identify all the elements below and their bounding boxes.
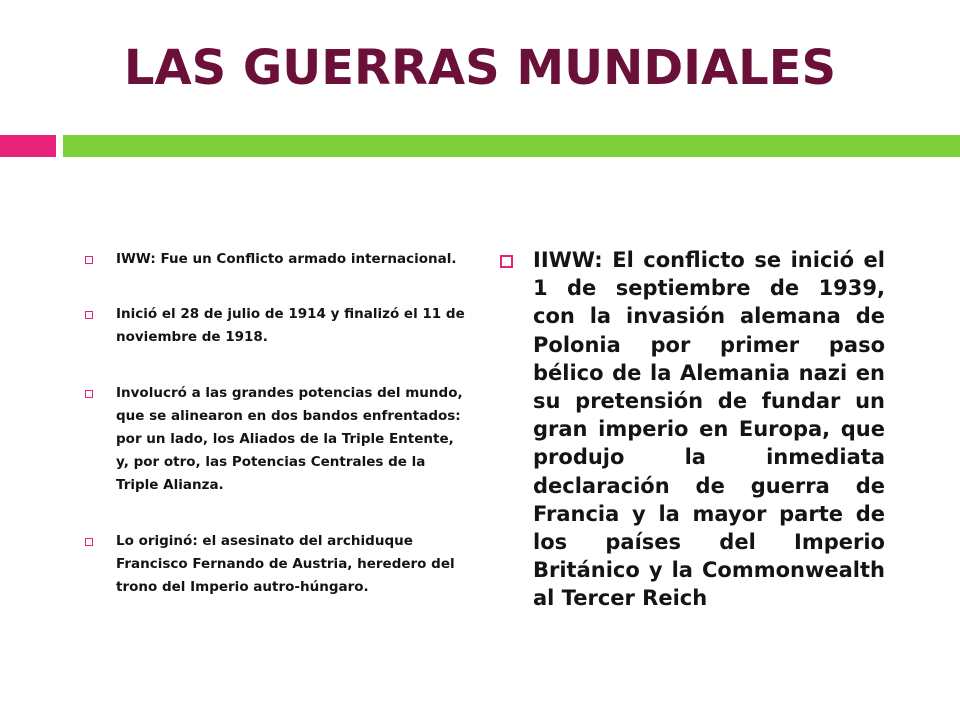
list-item-text: IWW: Fue un Conflicto armado internacional. — [116, 251, 457, 267]
list-item-text: IIWW: El conflicto se inició el 1 de septiembre de 1939, con la invasión alemana de Polonia por primer paso bélico de la Alemania nazi en su pretensión de fundar un gran imperio en Europa, que produjo la inmediata declaración de guerra de Francia y la mayor parte de los países del Imperio Británico y la Commonwealth al Tercer Reich — [533, 248, 885, 611]
list-item — [497, 246, 885, 613]
list-item — [80, 530, 465, 599]
slide-title: LAS GUERRAS MUNDIALES — [123, 40, 837, 96]
right-bullet-list — [497, 246, 885, 613]
list-item — [80, 248, 465, 271]
accent-bar-pink — [0, 135, 56, 157]
accent-bar-green — [63, 135, 960, 157]
list-item-text: Inició el 28 de julio de 1914 y finalizó el 11 de noviembre de 1918. — [116, 306, 465, 345]
square-bullet-icon — [500, 255, 513, 268]
square-bullet-icon — [85, 390, 93, 398]
square-bullet-icon — [85, 311, 93, 319]
list-item — [80, 382, 465, 497]
square-bullet-icon — [85, 256, 93, 264]
left-bullet-list — [80, 248, 465, 599]
list-item — [80, 303, 465, 349]
square-bullet-icon — [85, 538, 93, 546]
list-item-text: Involucró a las grandes potencias del mundo, que se alinearon en dos bandos enfrentados: por un lado, los Aliados de la Triple Entente, y, por otro, las Potencias Centrales de la Triple Alianza. — [116, 385, 463, 493]
list-item-text: Lo originó: el asesinato del archiduque Francisco Fernando de Austria, heredero del trono del Imperio autro-húngaro. — [116, 533, 455, 595]
